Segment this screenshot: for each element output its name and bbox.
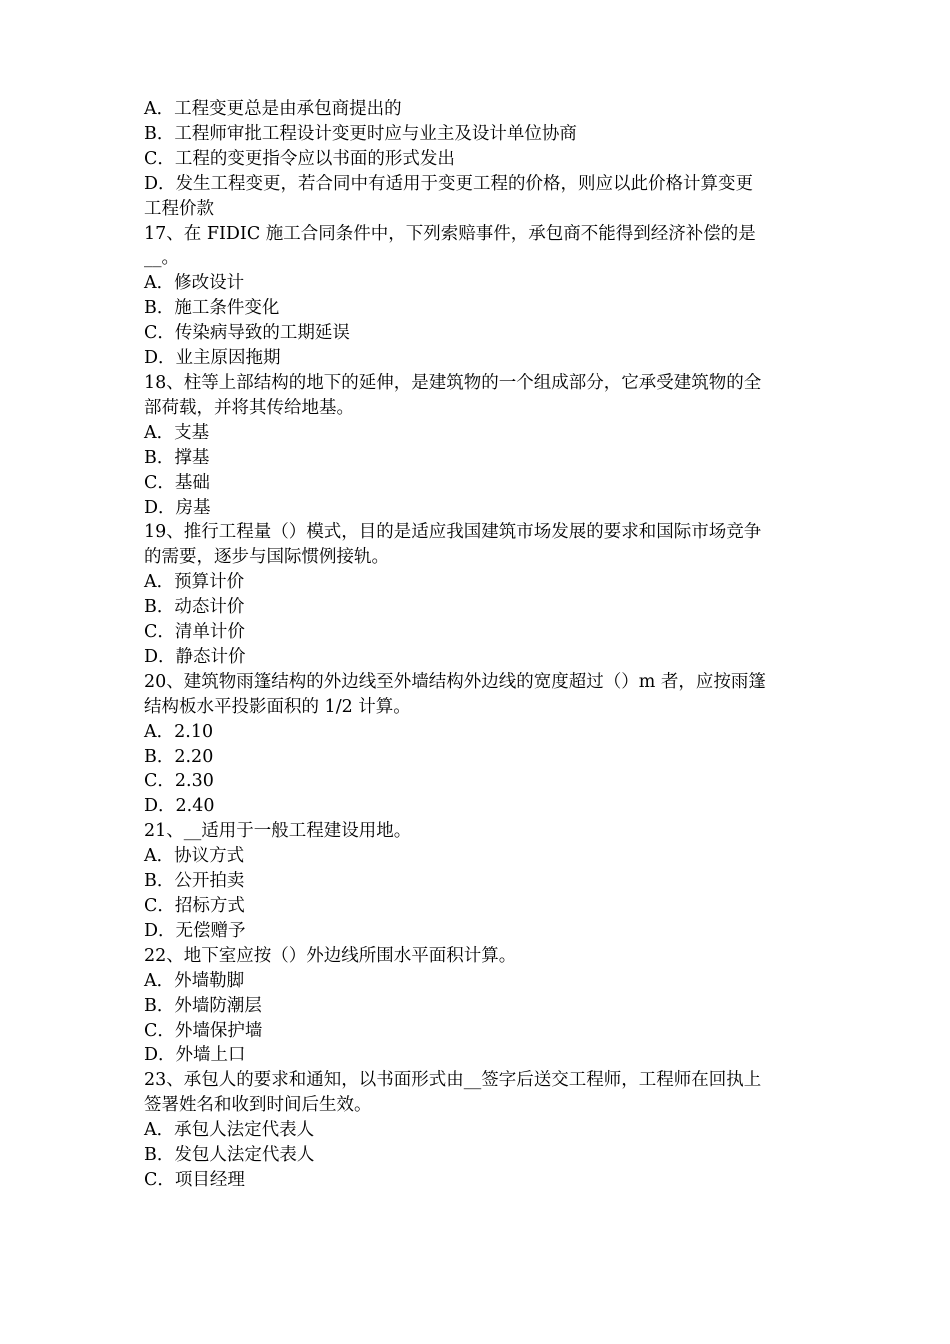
question-stem: 20、建筑物雨篷结构的外边线至外墙结构外边线的宽度超过（）m 者，应按雨篷 [144,671,766,692]
option-line: D．发生工程变更，若合同中有适用于变更工程的价格，则应以此价格计算变更 [144,173,754,194]
option-line: A．修改设计 [144,273,245,294]
question-23 [144,1068,814,1193]
option-line: A．外墙勒脚 [144,970,245,991]
document-page [144,97,814,1193]
question-stem: 22、地下室应按（）外边线所围水平面积计算。 [144,945,517,966]
question-stem: 18、柱等上部结构的地下的延伸，是建筑物的一个组成部分，它承受建筑物的全 [144,372,762,393]
option-line: B．工程师审批工程设计变更时应与业主及设计单位协商 [144,123,577,144]
option-line: D．静态计价 [144,646,246,667]
question-stem: 结构板水平投影面积的 1/2 计算。 [144,696,411,717]
option-line: B．施工条件变化 [144,298,280,319]
option-line: C．项目经理 [144,1169,245,1190]
option-line: C．传染病导致的工期延误 [144,323,350,344]
question-stem: 17、在 FIDIC 施工合同条件中，下列索赔事件，承包商不能得到经济补偿的是 [144,223,756,244]
question-21 [144,819,814,944]
question-17 [144,222,814,371]
option-line: B．公开拍卖 [144,871,245,892]
option-line: A．预算计价 [144,572,245,593]
option-line: A．协议方式 [144,846,245,867]
question-stem: __。 [144,248,179,269]
option-line: D．无偿赠予 [144,920,246,941]
option-line: B．2.20 [144,746,214,767]
option-line: C．招标方式 [144,896,245,916]
option-line: C．2.30 [144,771,214,792]
option-line: B．发包人法定代表人 [144,1145,315,1166]
option-line: A．2.10 [144,721,214,742]
option-line: A．支基 [144,422,210,443]
lead-options [144,97,814,222]
question-stem: 签署姓名和收到时间后生效。 [144,1095,372,1116]
question-stem: 部荷载，并将其传给地基。 [144,397,354,418]
option-line: D．业主原因拖期 [144,348,281,369]
option-line: D．房基 [144,497,211,518]
option-line: A．工程变更总是由承包商提出的 [144,99,402,119]
option-line: B．动态计价 [144,597,245,618]
option-line: C．基础 [144,472,210,493]
question-20 [144,670,814,819]
option-line: B．外墙防潮层 [144,995,262,1016]
question-stem: 19、推行工程量（）模式，目的是适应我国建筑市场发展的要求和国际市场竞争 [144,522,762,543]
question-stem: 的需要，逐步与国际惯例接轨。 [144,547,389,568]
question-19 [144,520,814,669]
option-line: D．2.40 [144,796,215,817]
option-line: C．外墙保护墙 [144,1020,263,1041]
question-18 [144,371,814,520]
option-line: B．撑基 [144,447,210,468]
option-line: D．外墙上口 [144,1045,246,1066]
option-line: A．承包人法定代表人 [144,1120,315,1141]
question-stem: 23、承包人的要求和通知，以书面形式由__签字后送交工程师，工程师在回执上 [144,1070,762,1091]
question-stem: 21、__适用于一般工程建设用地。 [144,821,412,842]
question-22 [144,944,814,1069]
option-line: C．清单计价 [144,622,245,643]
option-line: C．工程的变更指令应以书面的形式发出 [144,148,455,169]
option-line-continued: 工程价款 [144,198,214,219]
